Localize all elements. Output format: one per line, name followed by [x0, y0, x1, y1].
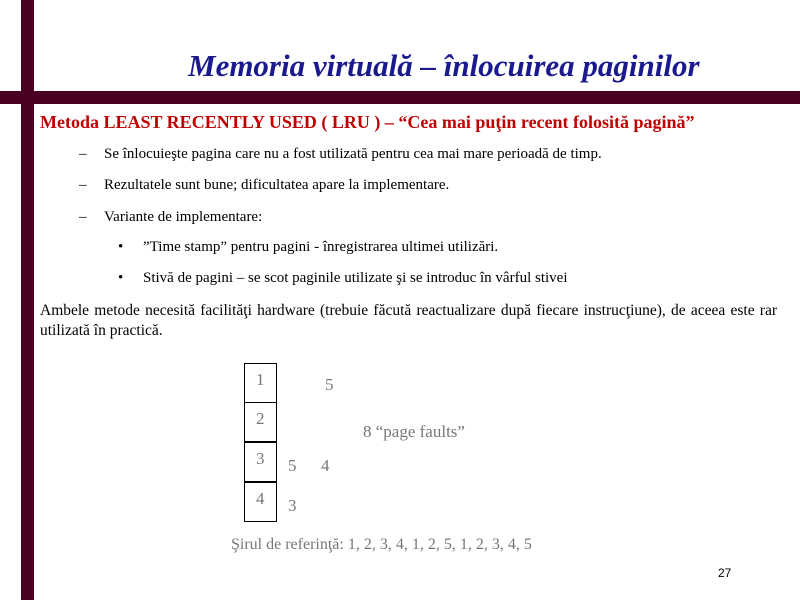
left-decorative-bar [21, 0, 34, 600]
page-frame-box: 3 [244, 442, 277, 482]
replacement-number: 3 [288, 496, 297, 515]
body-paragraph: Ambele metode necesită facilităţi hardware (trebuie făcută reactualizare după fiecare instrucţiune), de aceea este rar utilizată în practică. [40, 302, 777, 339]
page-frame-box: 2 [244, 402, 277, 442]
dash-list-item-text: Rezultatele sunt bune; dificultatea apare la implementare. [104, 177, 450, 193]
replacement-number: 5 [325, 375, 334, 394]
page-frame-box: 4 [244, 482, 277, 522]
dash-list-item-text: Variante de implementare: [104, 209, 263, 225]
dash-list-item [79, 209, 262, 226]
slide-title: Memoria virtuală – înlocuirea paginilor [188, 48, 700, 83]
replacement-number: 4 [321, 456, 330, 475]
dash-marker: – [79, 146, 87, 162]
bullet-marker: • [118, 270, 124, 286]
dash-list-item-text: Se înlocuieşte pagina care nu a fost utilizată pentru cea mai mare perioadă de timp. [104, 146, 602, 162]
page-number: 27 [718, 566, 732, 580]
header-decorative-bar [0, 91, 800, 104]
bullet-list-item-text: Stivă de pagini – se scot paginile utilizate şi se introduc în vârful stivei [143, 270, 568, 286]
bullet-list-item [118, 270, 568, 287]
bullet-list-item-text: ”Time stamp” pentru pagini - înregistrarea ultimei utilizări. [143, 239, 499, 255]
dash-list-item [79, 146, 602, 163]
section-heading: Metoda LEAST RECENTLY USED ( LRU ) – “Cea mai puţin recent folosită pagină” [40, 112, 695, 132]
dash-marker: – [79, 209, 87, 225]
page-frame-box: 1 [244, 363, 277, 403]
page-faults-label: 8 “page faults” [363, 422, 465, 441]
dash-marker: – [79, 177, 87, 193]
bullet-marker: • [118, 239, 124, 255]
reference-string: Şirul de referinţă: 1, 2, 3, 4, 1, 2, 5, 1, 2, 3, 4, 5 [231, 536, 532, 553]
replacement-number: 5 [288, 456, 297, 475]
dash-list-item [79, 177, 449, 194]
bullet-list-item [118, 239, 498, 256]
